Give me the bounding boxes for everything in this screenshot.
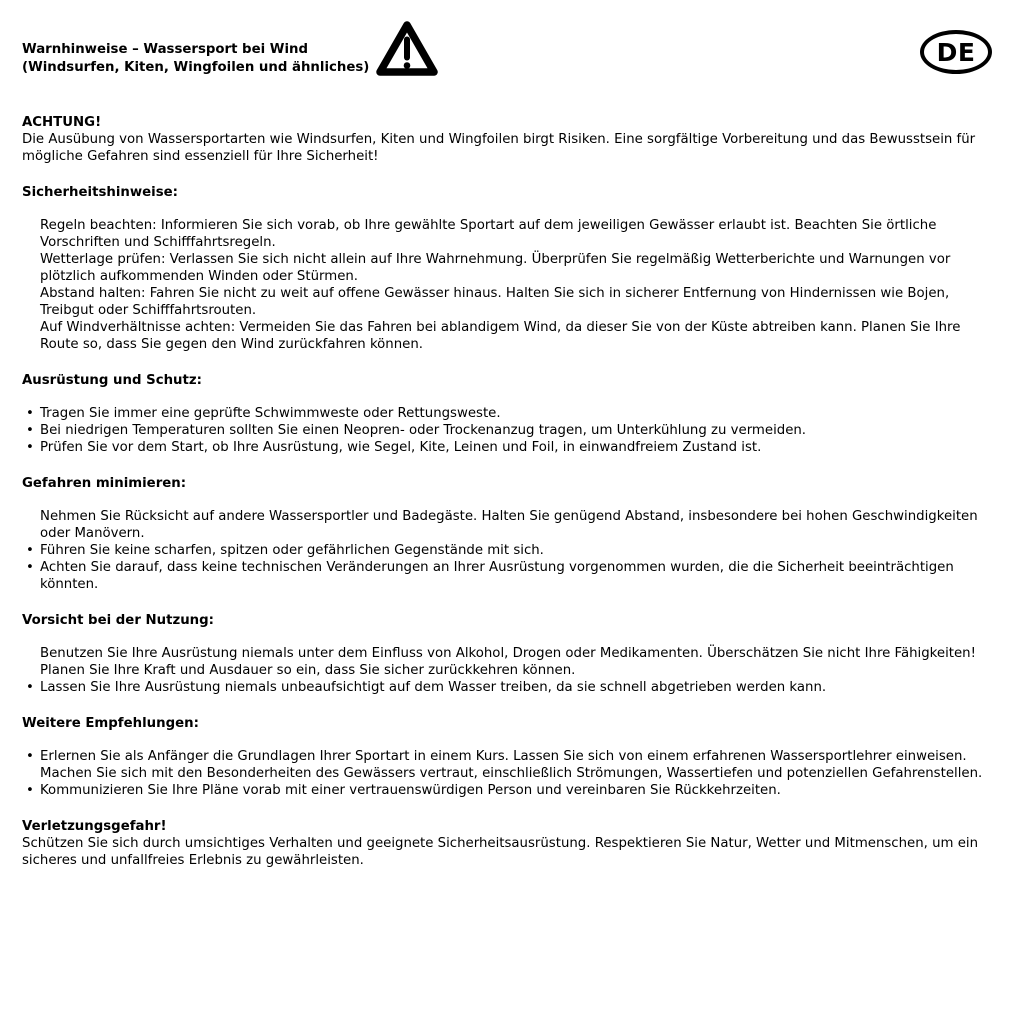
section-heading: Verletzungsgefahr! [22, 819, 167, 834]
list-item: • Erlernen Sie als Anfänger die Grundlagen Ihrer Sportart in einem Kurs. Lassen Sie sich von einem erfahrenen Wassersportlehrer einweisen. [22, 748, 1002, 765]
section-vorsicht-bei-der-nutzung [22, 612, 1002, 696]
title-line-1: Warnhinweise – Wassersport bei Wind [22, 42, 308, 57]
section-paragraph: Schützen Sie sich durch umsichtiges Verhalten und geeignete Sicherheitsausrüstung. Respektieren Sie Natur, Wetter und Mitmenschen, um ein sicheres und unfallfreies Erlebnis zu gewährleisten. [22, 836, 979, 868]
list-item: • Achten Sie darauf, dass keine technischen Veränderungen an Ihrer Ausrüstung vorgenommen wurden, die die Sicherheit beeinträchtigen könnten. [22, 559, 1002, 593]
section-achtung [22, 114, 1002, 165]
list-item: • Prüfen Sie vor dem Start, ob Ihre Ausrüstung, wie Segel, Kite, Leinen und Foil, in einwandfreiem Zustand ist. [22, 439, 1002, 456]
list-item: Auf Windverhältnisse achten: Vermeiden Sie das Fahren bei ablandigem Wind, da dieser Sie von der Küste abtreiben kann. Planen Sie Ihre Route so, dass Sie gegen den Wind zurückfahren können. [40, 320, 961, 352]
list-item: • Lassen Sie Ihre Ausrüstung niemals unbeaufsichtigt auf dem Wasser treiben, da sie schnell abgetrieben werden kann. [22, 679, 1002, 696]
section-item-list [22, 645, 1002, 696]
language-badge-label: DE [936, 37, 976, 67]
section-heading: Sicherheitshinweise: [22, 185, 178, 200]
section-gefahren-minimieren [22, 475, 1002, 593]
list-item: • Bei niedrigen Temperaturen sollten Sie einen Neopren- oder Trockenanzug tragen, um Unterkühlung zu vermeiden. [22, 422, 1002, 439]
section-heading: Gefahren minimieren: [22, 476, 187, 491]
list-item: Regeln beachten: Informieren Sie sich vorab, ob Ihre gewählte Sportart auf dem jeweiligen Gewässer erlaubt ist. Beachten Sie örtliche Vorschriften und Schifffahrtsregeln. [40, 218, 937, 250]
list-item: • Tragen Sie immer eine geprüfte Schwimmweste oder Rettungsweste. [22, 405, 1002, 422]
list-item: • Führen Sie keine scharfen, spitzen oder gefährlichen Gegenstände mit sich. [22, 542, 1002, 559]
section-weitere-empfehlungen [22, 715, 1002, 799]
section-heading: Vorsicht bei der Nutzung: [22, 613, 214, 628]
section-item-list [22, 508, 1002, 593]
section-heading: Weitere Empfehlungen: [22, 716, 199, 731]
section-item-list [22, 217, 1002, 353]
section-item-list [22, 405, 1002, 456]
section-item-list [22, 748, 1002, 799]
title-line-2: (Windsurfen, Kiten, Wingfoilen und ähnliches) [22, 60, 370, 75]
list-item: Machen Sie sich mit den Besonderheiten des Gewässers vertraut, einschließlich Strömungen, Wassertiefen und potenziellen Gefahrenstellen. [40, 766, 983, 781]
list-item: • Kommunizieren Sie Ihre Pläne vorab mit einer vertrauenswürdigen Person und vereinbaren Sie Rückkehrzeiten. [22, 782, 1002, 799]
section-heading: ACHTUNG! [22, 115, 102, 130]
section-verletzungsgefahr [22, 818, 1002, 869]
list-item: Nehmen Sie Rücksicht auf andere Wassersportler und Badegäste. Halten Sie genügend Abstand, insbesondere bei hohen Geschwindigkeiten oder Manövern. [40, 509, 978, 541]
section-ausruestung-und-schutz [22, 372, 1002, 456]
list-item: Wetterlage prüfen: Verlassen Sie sich nicht allein auf Ihre Wahrnehmung. Überprüfen Sie regelmäßig Wetterberichte und Warnungen vor plötzlich aufkommenden Winden oder Stürmen. [40, 252, 951, 284]
section-paragraph: Die Ausübung von Wassersportarten wie Windsurfen, Kiten und Wingfoilen birgt Risiken. Eine sorgfältige Vorbereitung und das Bewusstsein für mögliche Gefahren sind essenziell für Ihre Sicherheit! [22, 132, 976, 164]
warning-triangle-icon [376, 20, 438, 78]
section-sicherheitshinweise [22, 184, 1002, 353]
language-badge [920, 30, 992, 74]
document-header [22, 20, 1002, 98]
section-heading: Ausrüstung und Schutz: [22, 373, 202, 388]
list-item: Benutzen Sie Ihre Ausrüstung niemals unter dem Einfluss von Alkohol, Drogen oder Medikamenten. Überschätzen Sie nicht Ihre Fähigkeiten! Planen Sie Ihre Kraft und Ausdauer so ein, dass Sie sicher zurückkehren können. [40, 646, 976, 678]
page-title [22, 41, 369, 77]
list-item: Abstand halten: Fahren Sie nicht zu weit auf offene Gewässer hinaus. Halten Sie sich in sicherer Entfernung von Hindernissen wie Bojen, Treibgut oder Schifffahrtsrouten. [40, 286, 950, 318]
